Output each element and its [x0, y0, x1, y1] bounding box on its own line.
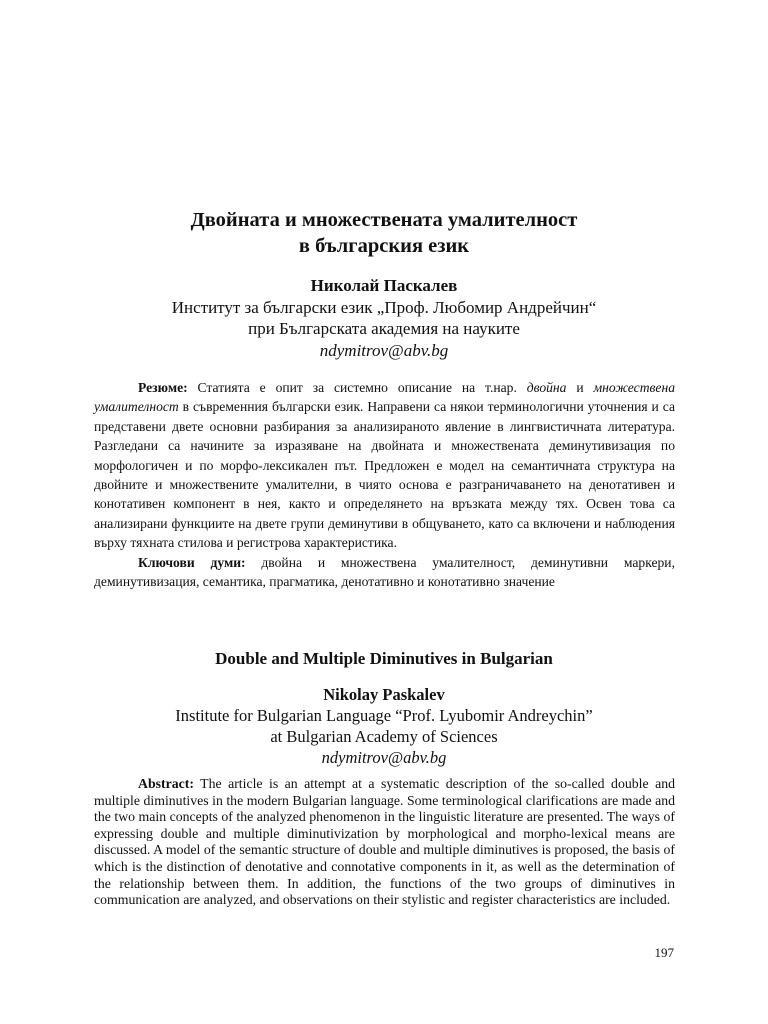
author-name-en: Nikolay Paskalev [323, 685, 445, 704]
keywords-bg-paragraph [94, 553, 675, 592]
keywords-bg-text: двойна и множествена умалителност, деминутивни маркери, деминутивизация, семантика, прагматика, денотативно и конотативно значение [94, 554, 675, 590]
author-block-bulgarian [0, 275, 768, 361]
abstract-en-text: The article is an attempt at a systematic description of the so-called double and multiple diminutives in the modern Bulgarian language. Some terminological clarifications are made and the two main concepts of the analyzed phenomenon in the linguistic literature are presented. The ways of expressing double and multiple diminutivization by morphological and morpho-lexical means are discussed. A model of the semantic structure of double and multiple diminutives is proposed, the basis of which is the distinction of denotative and connotative components in it, as well as the determination of the relationship between them. In addition, the functions of the two groups of diminutives in communication are analyzed, and observations on their stylistic and register characteristics are included. [94, 776, 675, 908]
abstract-en-paragraph [94, 776, 675, 909]
abstract-bg-term-1: двойна [526, 380, 567, 395]
affiliation-bg-line1: Институт за български език „Проф. Любомир Андрейчин“ [171, 297, 597, 317]
abstract-bulgarian [94, 378, 675, 591]
author-name-bg: Николай Паскалев [310, 276, 458, 295]
abstract-bg-text-1: Статията е опит за системно описание на т.нар. [187, 380, 527, 395]
title-bg-line1: Двойната и множествената умалителност [190, 209, 578, 231]
author-email-bg: ndymitrov@abv.bg [319, 340, 449, 360]
title-english: Double and Multiple Diminutives in Bulgarian [215, 649, 553, 668]
abstract-bg-label: Резюме: [138, 380, 188, 395]
affiliation-bg-line2: при Българската академия на науките [248, 319, 520, 338]
abstract-bg-and: и [566, 380, 594, 395]
abstract-bg-text-2: в съвременния български език. Направени са някои терминологични уточнения и са представени двете основни разбирания за анализираното явление в лингвистичната литература. Разгледани са начините за изразяване на двойната и множествената деминутивизация по морфологичен и по морфо-лексикален път. Предложен е модел на семантичната структура на двойните и множествените умалителни, в чиято основа е разграничаването на денотативен и конотативен компонент в нея, както и определянето на връзката между тях. Освен това са анализирани функциите на двете групи деминутиви в общуването, като са включени и наблюдения върху тяхната стилова и регистрова характеристика. [94, 399, 675, 551]
affiliation-en-line1: Institute for Bulgarian Language “Prof. Lyubomir Andreychin” [175, 706, 593, 725]
affiliation-en-line2: at Bulgarian Academy of Sciences [270, 727, 498, 746]
page-number: 197 [654, 945, 674, 960]
keywords-bg-label: Ключови думи: [138, 554, 246, 570]
author-block-english [0, 684, 768, 768]
abstract-english [94, 776, 675, 909]
title-bg-line2: в българския език [298, 235, 470, 257]
abstract-bg-term-2: множествена умалителност [94, 380, 675, 415]
abstract-en-label: Abstract: [138, 776, 194, 791]
title-bulgarian [0, 207, 768, 259]
author-email-en: ndymitrov@abv.bg [321, 748, 447, 767]
abstract-bg-paragraph [94, 378, 675, 553]
